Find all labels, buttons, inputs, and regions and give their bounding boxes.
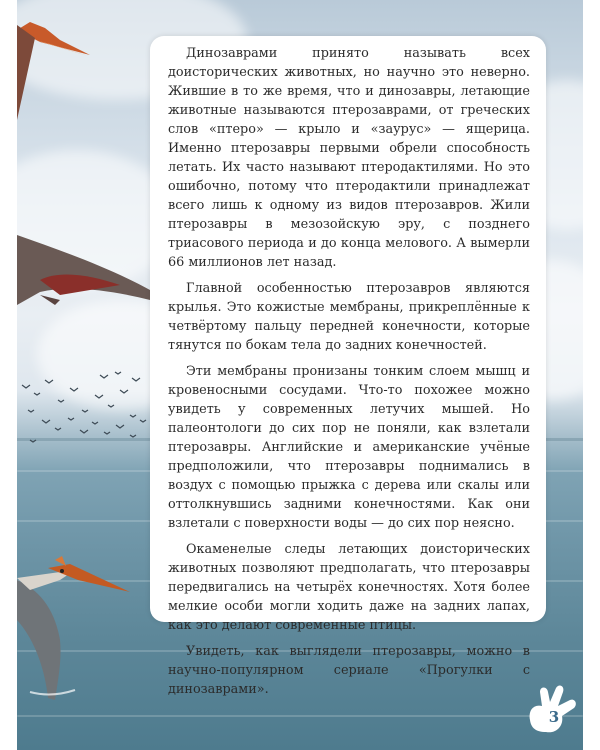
article-text bbox=[168, 44, 530, 706]
paragraph: Динозаврами принято называть всех доисторических животных, но научно это неверно. Жившие в то же время, что и динозавры, летающие животные называются птерозаврами, от греческих слов «птеро» — крыло и «заурус» — ящерица. Именно птерозавры первыми обрели способность летать. Их часто называют птеродактилями. Но это ошибочно, потому что птеродактили принадлежат всего лишь к одному из видов птерозавров. Жили птерозавры в мезозойскую эру, с позднего триасового периода и до конца мелового. А вымерли 66 миллионов лет назад. bbox=[168, 46, 530, 270]
page-number: 3 bbox=[548, 708, 560, 726]
paragraph: Окаменелые следы летающих доисторических животных позволяют предполагать, что птерозавры передвигались на четырёх конечностях. Хотя более мелкие особи могли ходить даже на задних лапах, как это делают современные птицы. bbox=[168, 542, 530, 633]
pterosaur-top-icon bbox=[17, 22, 90, 120]
pterosaur-bottom-icon bbox=[17, 556, 130, 700]
pterosaur-middle-icon bbox=[17, 235, 150, 305]
paragraph: Главной особенностью птерозавров являются крылья. Это кожистые мембраны, прикреплённые к четвёртому пальцу передней конечности, которые тянутся по бокам тела до задних конечностей. bbox=[168, 281, 530, 353]
bird-flock-icon bbox=[22, 372, 146, 442]
paragraph: Эти мембраны пронизаны тонким слоем мышц и кровеносными сосудами. Что-то похожее можно увидеть у современных летучих мышей. Но палеонтологи до сих пор не поняли, как взлетали птерозавры. Английские и американские учёные предположили, что птерозавры поднимались в воздух с помощью прыжка с дерева или скалы или оттолкнувшись задними конечностями. Как они взлетали с поверхности воды — до сих пор неясно. bbox=[168, 364, 530, 531]
paragraph: Увидеть, как выглядели птерозавры, можно в научно-популярном сериале «Прогулки с динозаврами». bbox=[168, 644, 530, 697]
